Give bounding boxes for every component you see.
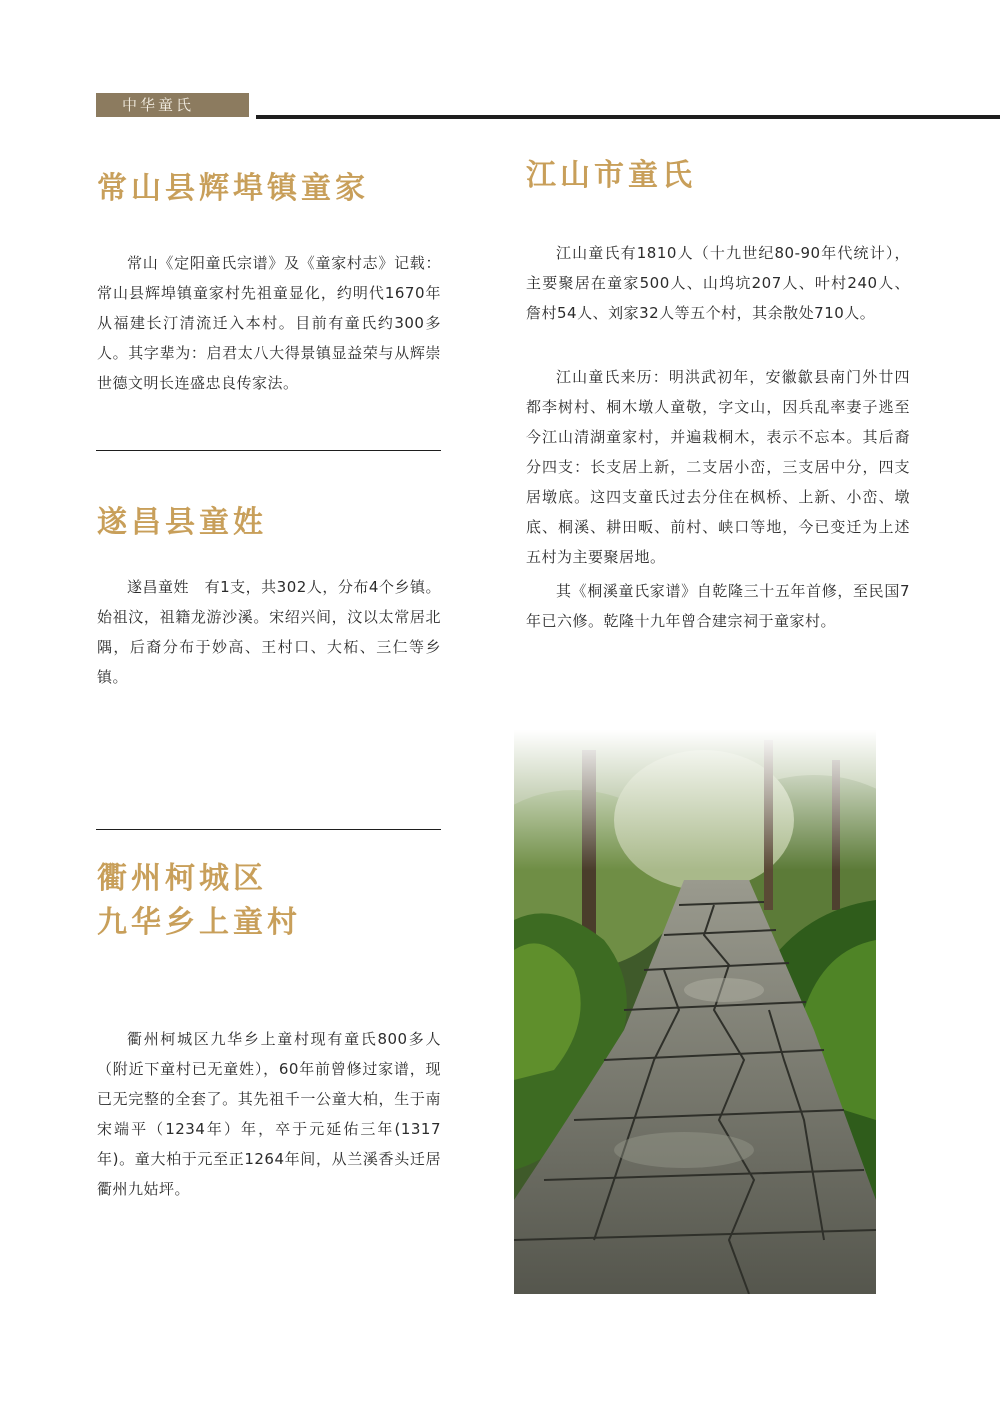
title-line: 九华乡上童村 [97,904,301,940]
section-body-changshan: 常山《定阳童氏宗谱》及《童家村志》记载：常山县辉埠镇童家村先祖童显化，约明代1670年从福建长汀清流迁入本村。目前有童氏约300多人。其字辈为：启君太八大得景镇显益荣与从辉崇世德文明长连盛忠良传家法。 [97,254,441,392]
section-body-quzhou: 衢州柯城区九华乡上童村现有童氏800多人（附近下童村已无童姓），60年前曾修过家谱，现已无完整的全套了。其先祖千一公童大柏，生于南宋端平（1234年）年，卒于元延佑三年(1317年)。童大柏于元至正1264年间，从兰溪香头迁居衢州九姑坪。 [97,1030,441,1198]
divider [96,450,441,451]
section-body-jiangshan-3: 其《桐溪童氏家谱》自乾隆三十五年首修，至民国7年已六修。乾隆十九年曾合建宗祠于童家村。 [526,582,910,630]
section-body-jiangshan-1: 江山童氏有1810人（十九世纪80-90年代统计），主要聚居在童家500人、山坞坑207人、叶村240人、詹村54人、刘家32人等五个村，其余散处710人。 [526,244,910,322]
forest-stone-path-photo [514,730,876,1294]
header-rule [256,115,1000,119]
section-title-jiangshan: 江山市童氏 [526,158,696,193]
section-body-jiangshan-2: 江山童氏来历：明洪武初年，安徽歙县南门外廿四都李树村、桐木墩人童敬，字文山，因兵乱率妻子逃至今江山清湖童家村，并遍栽桐木，表示不忘本。其后裔分四支：长支居上新，二支居小峦，三支居中分，四支居墩底。这四支童氏过去分住在枫桥、上新、小峦、墩底、桐溪、耕田畈、前村、峡口等地，今已变迁为上述五村为主要聚居地。 [526,368,910,566]
title-line: 衢州柯城区 [97,861,267,896]
section-title-quzhou [97,860,301,941]
divider [96,829,441,830]
header-tab: 中华童氏 [96,93,249,117]
section-title-changshan: 常山县辉埠镇童家 [97,171,369,206]
section-body-suichang: 遂昌童姓 有1支，共302人，分布4个乡镇。始祖汶，祖籍龙游沙溪。宋绍兴间，汶以太常居北隅，后裔分布于妙高、王村口、大柘、三仁等乡镇。 [97,578,441,686]
section-title-suichang: 遂昌县童姓 [97,505,267,540]
